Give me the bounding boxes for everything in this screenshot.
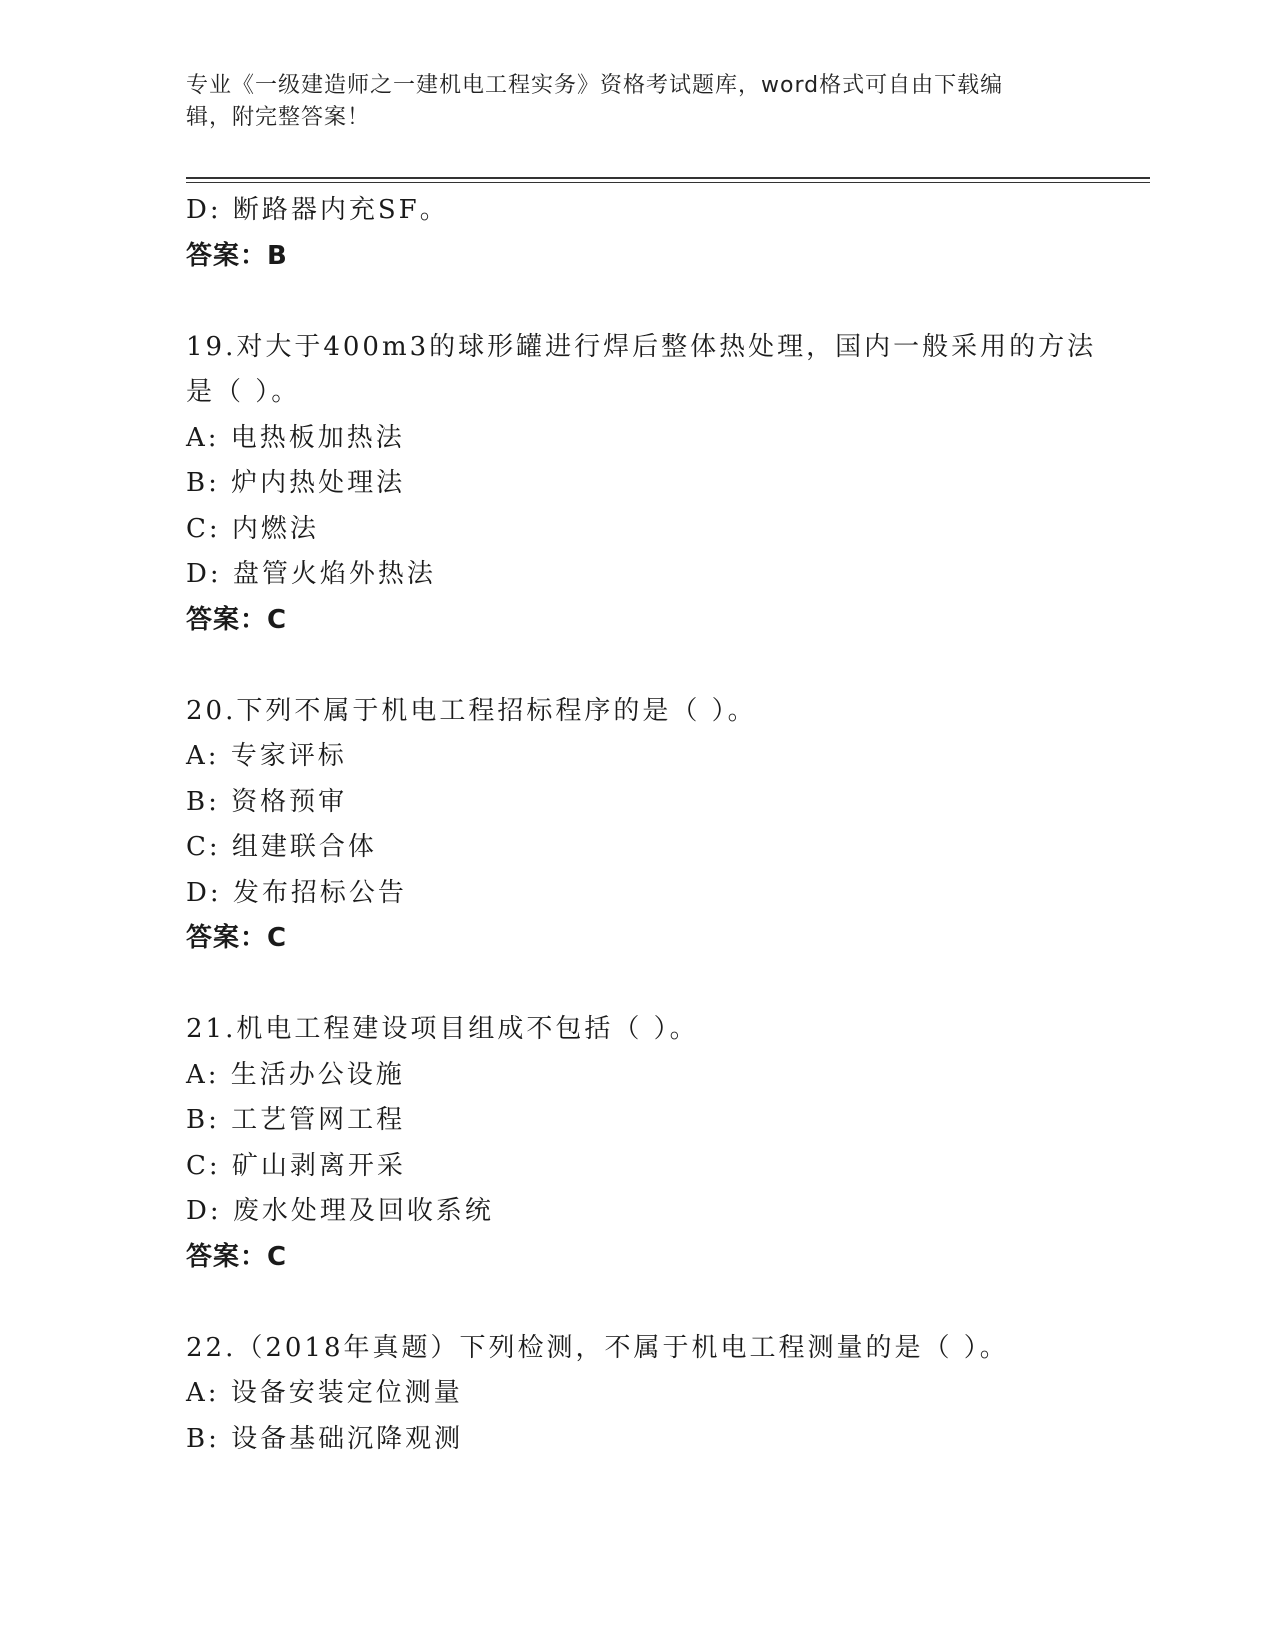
option-b: B: 工艺管网工程 bbox=[186, 1105, 406, 1135]
header-line-2: 辑，附完整答案！ bbox=[186, 105, 371, 130]
question-stem: 22.（2018年真题）下列检测，不属于机电工程测量的是（ ）。 bbox=[186, 1332, 1009, 1363]
answer: 答案：C bbox=[186, 604, 288, 635]
option-a: A: 生活办公设施 bbox=[186, 1059, 405, 1090]
option-c: C: 内燃法 bbox=[186, 513, 319, 544]
header-divider-thick bbox=[186, 177, 1150, 179]
option-c: C: 组建联合体 bbox=[186, 832, 377, 862]
option-a: A: 设备安装定位测量 bbox=[186, 1378, 463, 1408]
option-a: A: 专家评标 bbox=[186, 741, 347, 771]
option-b: B: 设备基础沉降观测 bbox=[186, 1423, 464, 1454]
header-divider-thin bbox=[186, 182, 1150, 183]
header-line-1: 专业《一级建造师之一建机电工程实务》资格考试题库，word格式可自由下载编 bbox=[186, 73, 1004, 98]
question-stem: 19.对大于400m3的球形罐进行焊后整体热处理，国内一般采用的方法 bbox=[186, 331, 1097, 362]
option-d: D: 盘管火焰外热法 bbox=[186, 559, 436, 589]
question-stem-continued: 是（ ）。 bbox=[186, 377, 301, 407]
option-c: C: 矿山剥离开采 bbox=[186, 1150, 406, 1181]
page-header bbox=[186, 70, 1066, 134]
option-b: B: 资格预审 bbox=[186, 786, 348, 817]
option-d: D: 废水处理及回收系统 bbox=[186, 1196, 494, 1226]
answer: 答案：C bbox=[186, 1241, 288, 1272]
answer: 答案：C bbox=[186, 923, 288, 953]
option-d: D: 发布招标公告 bbox=[186, 877, 407, 908]
spacer bbox=[186, 279, 1086, 325]
spacer bbox=[186, 962, 1086, 1008]
question-list bbox=[186, 188, 1097, 1462]
question-stem: 20.下列不属于机电工程招标程序的是（ ）。 bbox=[186, 695, 757, 726]
answer: 答案：B bbox=[186, 240, 288, 271]
option-b: B: 炉内热处理法 bbox=[186, 468, 406, 498]
question-stem: 21.机电工程建设项目组成不包括（ ）。 bbox=[186, 1014, 699, 1044]
spacer bbox=[186, 643, 1086, 689]
option-d: D: 断路器内充SF。 bbox=[186, 195, 449, 225]
option-a: A: 电热板加热法 bbox=[186, 422, 405, 453]
spacer bbox=[186, 1280, 1086, 1326]
